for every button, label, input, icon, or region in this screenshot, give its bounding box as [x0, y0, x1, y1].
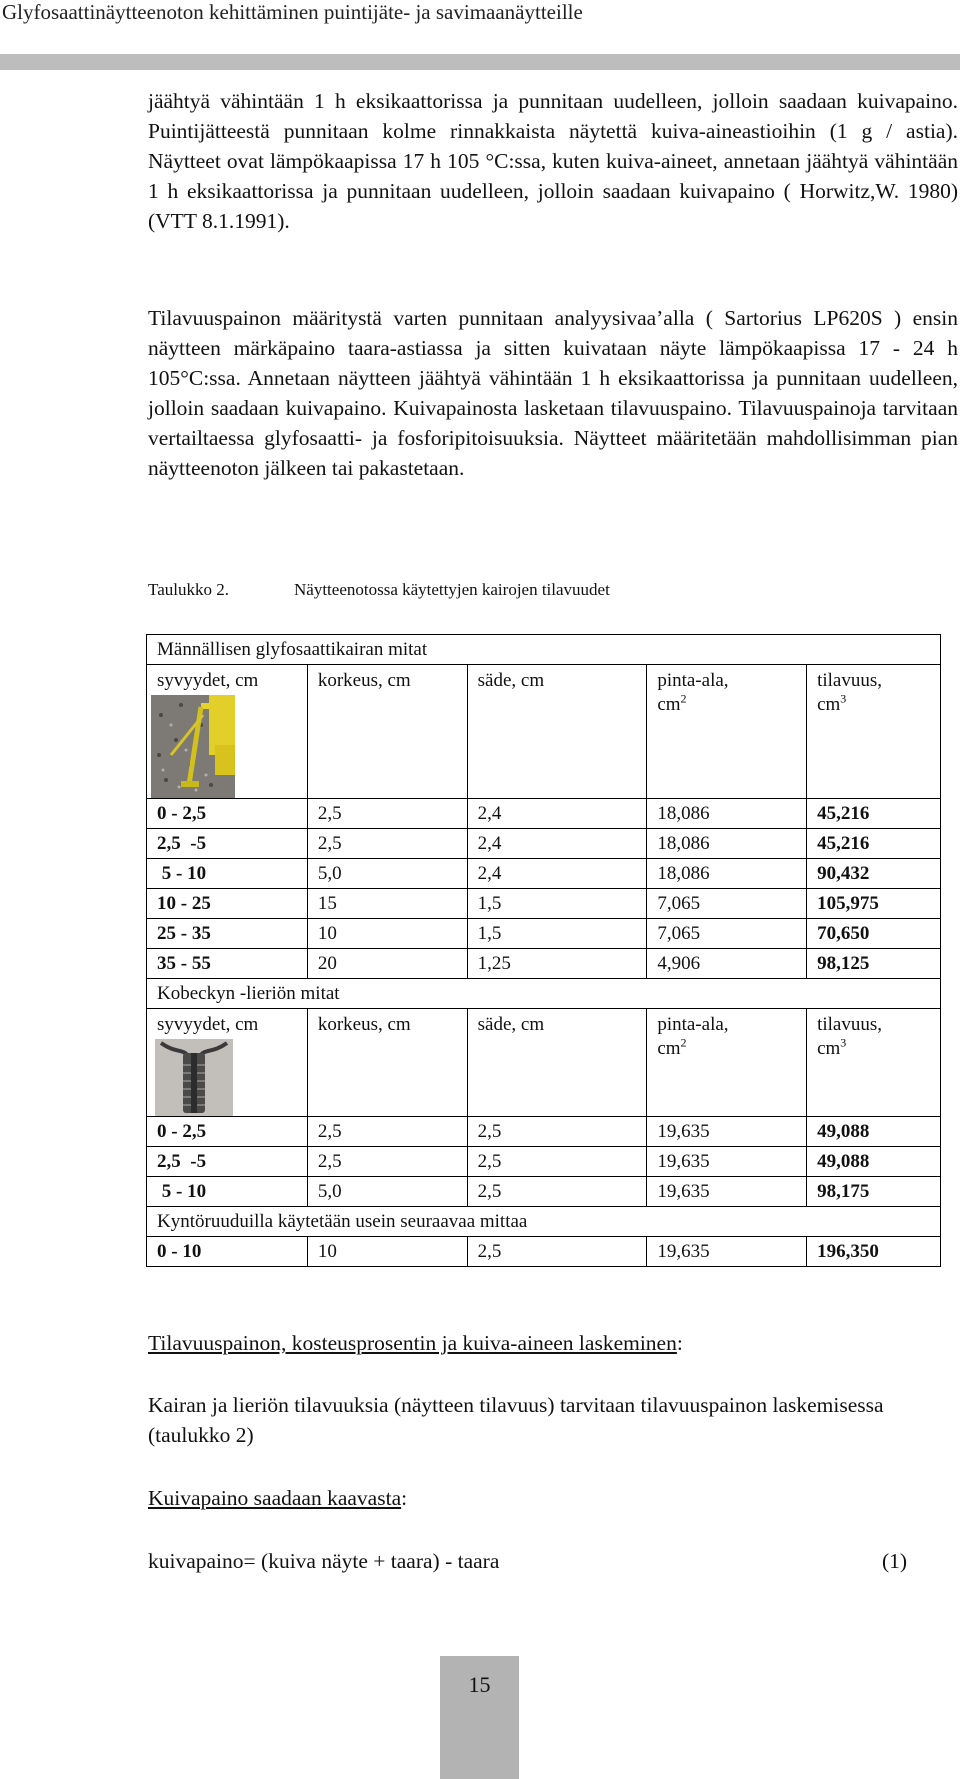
- table-row: [147, 1147, 941, 1177]
- volume-cell: 98,175: [807, 1177, 941, 1207]
- section-title-row: [147, 979, 941, 1009]
- depth-cell: 5 - 10: [147, 1177, 308, 1207]
- volume-cell: 196,350: [807, 1237, 941, 1267]
- height-cell: 2,5: [307, 799, 467, 829]
- radius-header: säde, cm: [467, 1009, 647, 1117]
- height-cell: 5,0: [307, 1177, 467, 1207]
- section-heading-1: [148, 1328, 683, 1358]
- volume-header-label: tilavuus,: [817, 1014, 882, 1035]
- volume-cell: 105,975: [807, 889, 941, 919]
- area-cell: 7,065: [647, 889, 807, 919]
- page-number: 15: [440, 1656, 519, 1779]
- volume-unit: cm: [817, 694, 841, 715]
- section-heading-2: [148, 1483, 407, 1513]
- volume-cell: 49,088: [807, 1117, 941, 1147]
- depth-cell: 35 - 55: [147, 949, 308, 979]
- depth-header-cell: [147, 1009, 308, 1117]
- area-cell: 18,086: [647, 859, 807, 889]
- section-title-row: [147, 1207, 941, 1237]
- depth-cell: 25 - 35: [147, 919, 308, 949]
- cylinder-sampler-photo: [155, 1039, 233, 1116]
- radius-cell: 2,5: [467, 1237, 647, 1267]
- depth-cell: 0 - 10: [147, 1237, 308, 1267]
- table-caption-text: Näytteenotossa käytettyjen kairojen tilavuudet: [294, 580, 610, 599]
- header-rule: [0, 54, 960, 70]
- area-header: [647, 1009, 807, 1117]
- paragraph-1: jäähtyä vähintään 1 h eksikaattorissa ja punnitaan uudelleen, jolloin saadaan kuivapaino. Puintijätteestä punnitaan kolme rinnakkaista näytettä kuiva-aineastioihin (1 g / astia). Näytteet ovat lämpökaapissa 17 h 105 °C:ssa, kuten kuiva-aineet, annetaan jäähtyä vähintään 1 h eksikaattorissa ja punnitaan uudelleen, jolloin saadaan kuivapaino ( Horwitz,W. 1980) (VTT 8.1.1991).: [148, 89, 958, 233]
- volume-header: [807, 665, 941, 799]
- area-exponent: 2: [680, 1035, 687, 1050]
- volume-cell: 70,650: [807, 919, 941, 949]
- area-cell: 18,086: [647, 799, 807, 829]
- table-caption-label: Taulukko 2.: [148, 580, 229, 599]
- table-row: [147, 949, 941, 979]
- volume-header: [807, 1009, 941, 1117]
- height-cell: 10: [307, 919, 467, 949]
- area-header: [647, 665, 807, 799]
- volume-table: [146, 634, 941, 1267]
- table-row: [147, 1177, 941, 1207]
- radius-cell: 2,4: [467, 859, 647, 889]
- depth-cell: 0 - 2,5: [147, 799, 308, 829]
- section2-title: Kobeckyn -lieriön mitat: [147, 979, 941, 1009]
- volume-cell: 98,125: [807, 949, 941, 979]
- table-row: [147, 889, 941, 919]
- depth-cell: 0 - 2,5: [147, 1117, 308, 1147]
- height-cell: 10: [307, 1237, 467, 1267]
- header-row: [147, 1009, 941, 1117]
- area-cell: 19,635: [647, 1117, 807, 1147]
- table-row: [147, 829, 941, 859]
- section-heading-2-colon: :: [401, 1486, 408, 1510]
- paragraph-2: Tilavuuspainon määritystä varten punnitaan analyysivaa’alla ( Sartorius LP620S ) ensin näytteen märkäpaino taara-astiassa ja sitten kuivataan näyte lämpökaapissa 17 - 24 h 105°C:ssa. Annetaan näytteen jäähtyä vähintään 1 h eksikaattorissa ja punnitaan uudelleen, jolloin saadaan kuivapaino. Kuivapainosta lasketaan tilavuuspaino. Tilavuuspainoja tarvitaan vertailtaessa glyfosaatti- ja fosforipitoisuuksia. Näytteet määritetään mahdollisimman pian näytteenoton jälkeen tai pakastetaan.: [148, 306, 958, 480]
- depth-cell: 2,5 -5: [147, 829, 308, 859]
- area-unit: cm: [657, 1038, 681, 1059]
- height-header: korkeus, cm: [307, 1009, 467, 1117]
- depth-header: syvyydet, cm: [157, 670, 259, 691]
- running-header: Glyfosaattinäytteenoton kehittäminen puintijäte- ja savimaanäytteille: [2, 0, 583, 24]
- area-cell: 4,906: [647, 949, 807, 979]
- formula: kuivapaino= (kuiva näyte + taara) - taara: [148, 1549, 500, 1573]
- header-row: [147, 665, 941, 799]
- area-cell: 19,635: [647, 1147, 807, 1177]
- paragraph-3: Kairan ja lieriön tilavuuksia (näytteen tilavuus) tarvitaan tilavuuspainon laskemisessa (taulukko 2): [148, 1393, 884, 1447]
- height-cell: 2,5: [307, 1117, 467, 1147]
- equation-number: (1): [882, 1549, 908, 1573]
- depth-header: syvyydet, cm: [157, 1014, 259, 1035]
- radius-cell: 2,5: [467, 1117, 647, 1147]
- area-cell: 7,065: [647, 919, 807, 949]
- height-cell: 15: [307, 889, 467, 919]
- volume-cell: 45,216: [807, 799, 941, 829]
- volume-unit: cm: [817, 1038, 841, 1059]
- radius-cell: 2,4: [467, 829, 647, 859]
- depth-header-cell: [147, 665, 308, 799]
- radius-cell: 2,5: [467, 1177, 647, 1207]
- volume-cell: 49,088: [807, 1147, 941, 1177]
- soil-auger-photo: [151, 695, 235, 798]
- table-row: [147, 1237, 941, 1267]
- radius-header: säde, cm: [467, 665, 647, 799]
- section-heading-2-text: Kuivapaino saadaan kaavasta: [148, 1486, 402, 1510]
- section3-title: Kyntöruuduilla käytetään usein seuraavaa mittaa: [147, 1207, 941, 1237]
- depth-cell: 10 - 25: [147, 889, 308, 919]
- area-unit: cm: [657, 694, 681, 715]
- section-heading-1-text: Tilavuuspainon, kosteusprosentin ja kuiva-aineen laskeminen: [148, 1331, 677, 1355]
- area-exponent: 2: [680, 691, 687, 706]
- volume-cell: 45,216: [807, 829, 941, 859]
- height-cell: 5,0: [307, 859, 467, 889]
- area-header-label: pinta-ala,: [657, 670, 729, 691]
- height-cell: 2,5: [307, 1147, 467, 1177]
- area-header-label: pinta-ala,: [657, 1014, 729, 1035]
- radius-cell: 2,4: [467, 799, 647, 829]
- table-row: [147, 919, 941, 949]
- radius-cell: 1,5: [467, 889, 647, 919]
- volume-exponent: 3: [840, 1035, 847, 1050]
- table-row: [147, 859, 941, 889]
- volume-cell: 90,432: [807, 859, 941, 889]
- height-cell: 2,5: [307, 829, 467, 859]
- radius-cell: 2,5: [467, 1147, 647, 1177]
- area-cell: 19,635: [647, 1237, 807, 1267]
- height-header: korkeus, cm: [307, 665, 467, 799]
- depth-cell: 5 - 10: [147, 859, 308, 889]
- area-cell: 18,086: [647, 829, 807, 859]
- section-heading-1-colon: :: [676, 1331, 683, 1355]
- table-row: [147, 1117, 941, 1147]
- volume-header-label: tilavuus,: [817, 670, 882, 691]
- height-cell: 20: [307, 949, 467, 979]
- area-cell: 19,635: [647, 1177, 807, 1207]
- volume-exponent: 3: [840, 691, 847, 706]
- radius-cell: 1,25: [467, 949, 647, 979]
- radius-cell: 1,5: [467, 919, 647, 949]
- table-row: [147, 799, 941, 829]
- depth-cell: 2,5 -5: [147, 1147, 308, 1177]
- section-title-row: [147, 635, 941, 665]
- section1-title: Männällisen glyfosaattikairan mitat: [147, 635, 941, 665]
